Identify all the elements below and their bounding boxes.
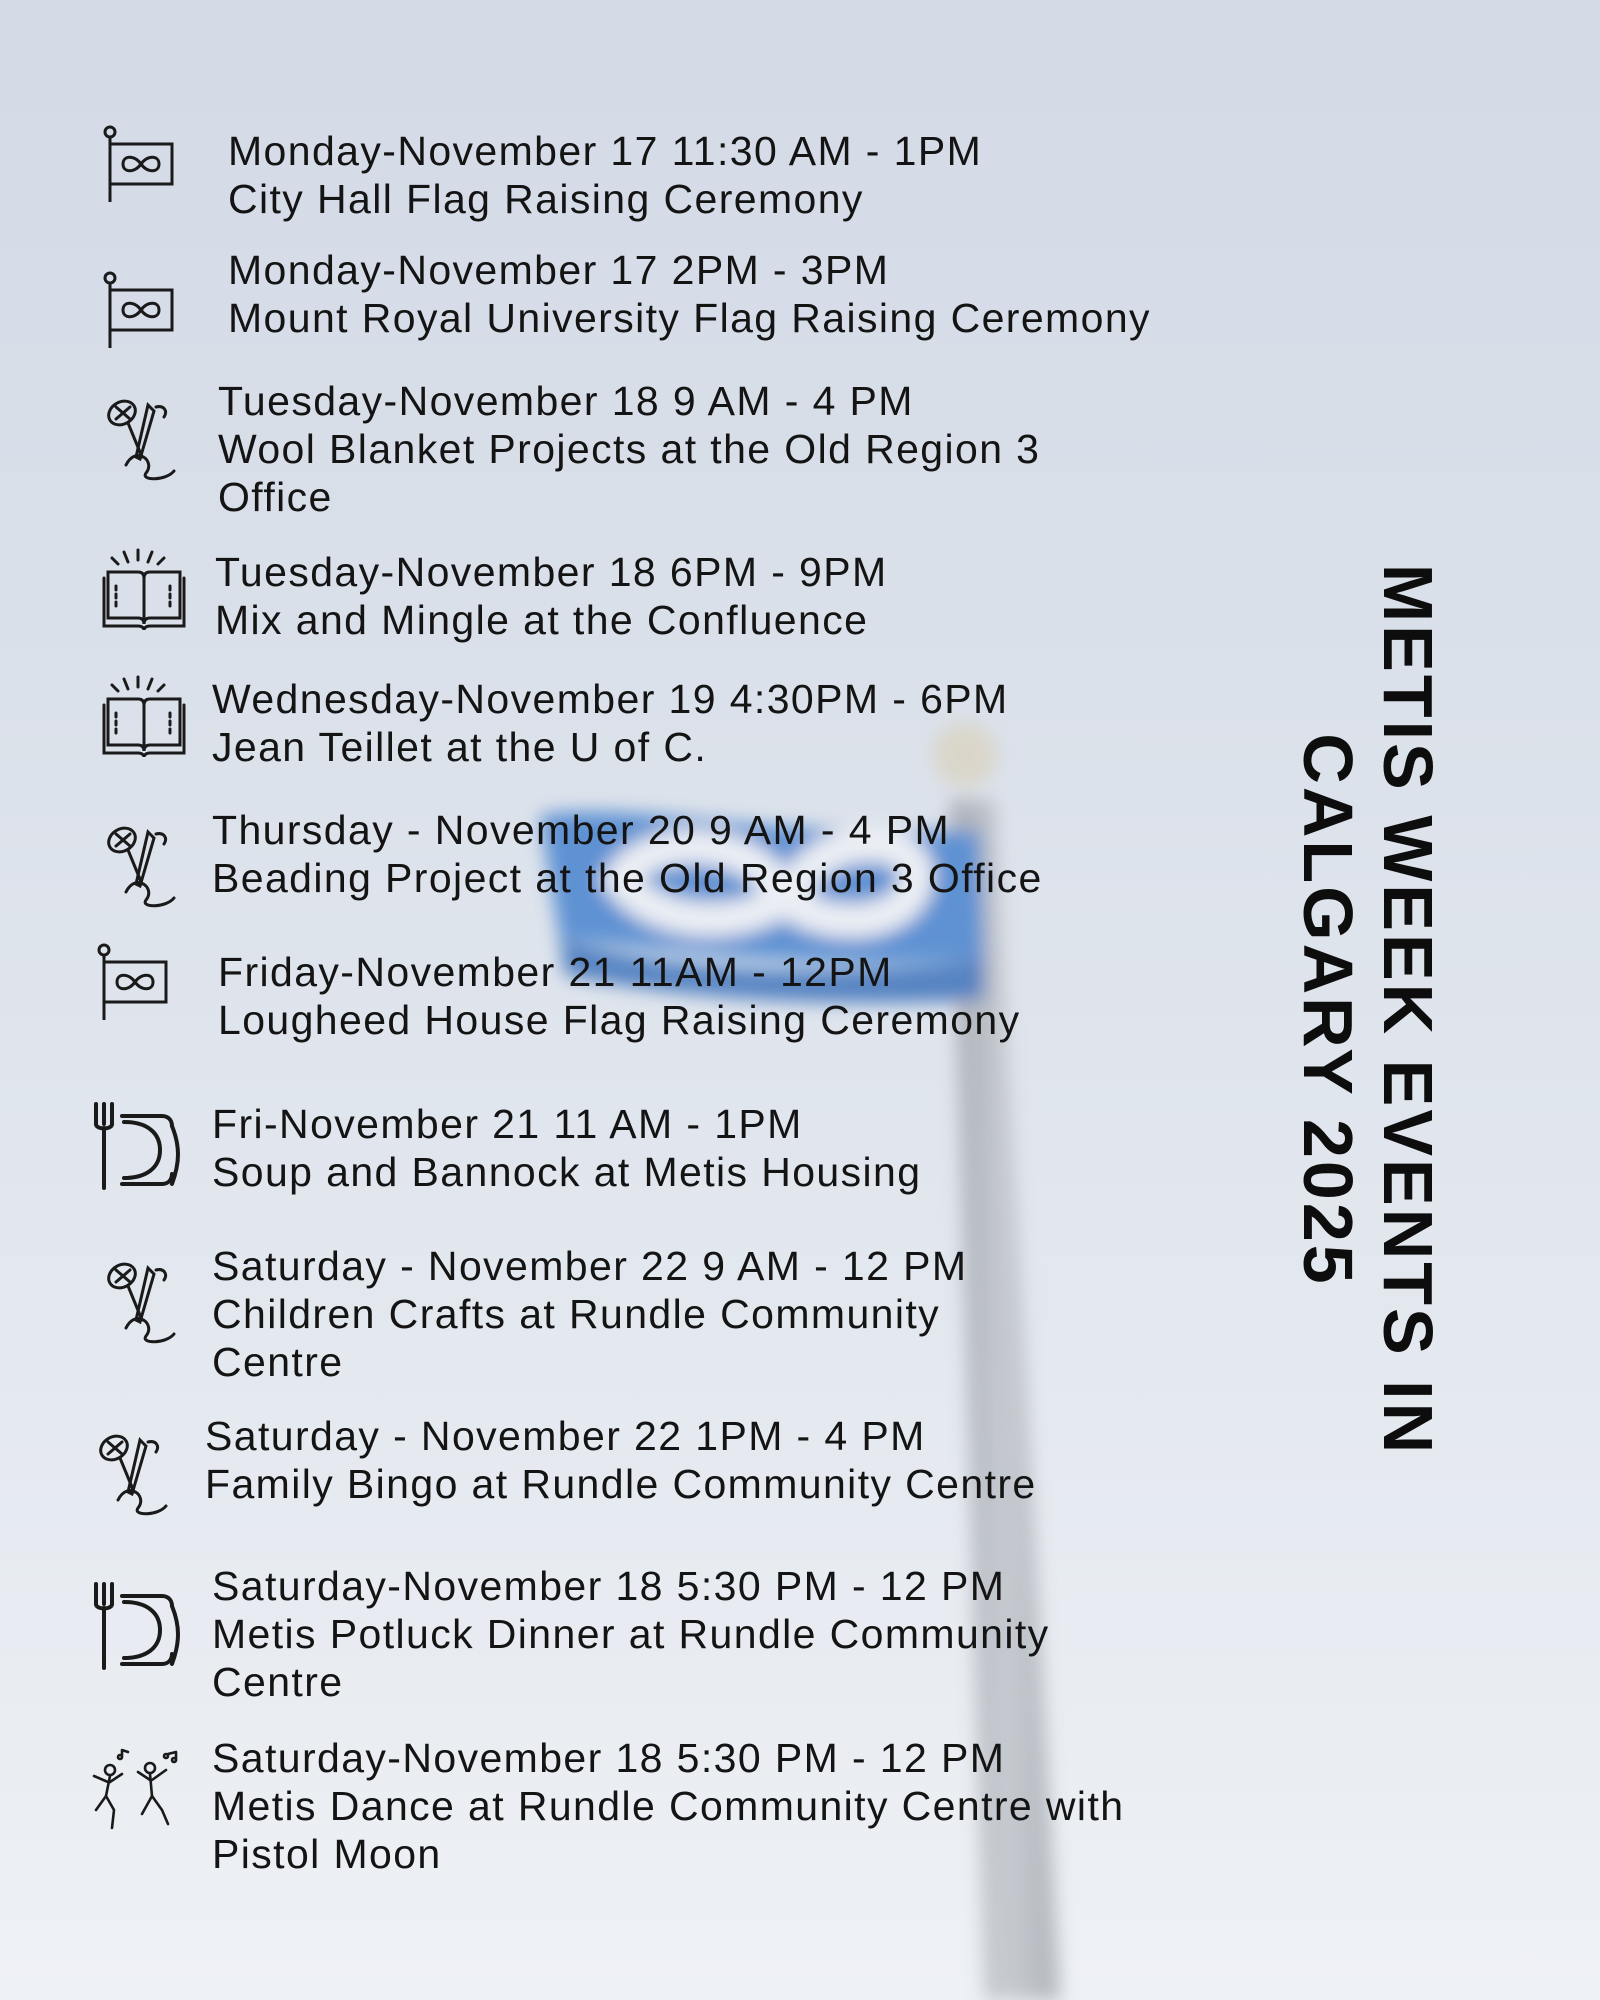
event-when: Tuesday-November 18 9 AM - 4 PM [218,378,914,424]
event-what: Wool Blanket Projects at the Old Region 3 [218,426,1041,472]
event-when: Saturday - November 22 1PM - 4 PM [205,1413,926,1459]
dining-icon [88,1582,184,1678]
event-when: Thursday - November 20 9 AM - 4 PM [212,807,951,853]
event-what: Metis Potluck Dinner at Rundle Community [212,1611,1050,1657]
event-when: Monday-November 17 11:30 AM - 1PM [228,128,983,174]
book-icon [98,675,194,771]
crafts-icon [96,395,192,491]
flag-icon [90,940,186,1036]
event-when: Friday-November 21 11AM - 12PM [218,949,893,995]
event-what: Beading Project at the Old Region 3 Office [212,855,1043,901]
event-what: Metis Dance at Rundle Community Centre with [212,1783,1125,1829]
event-what: City Hall Flag Raising Ceremony [228,176,864,222]
page-title [1268,560,1468,1460]
event-when: Tuesday-November 18 6PM - 9PM [215,549,888,595]
event-what: Office [218,474,333,520]
dance-icon [88,1748,184,1844]
dining-icon [88,1102,184,1198]
flag-icon [96,122,192,218]
event-what: Mount Royal University Flag Raising Ceremony [228,295,1151,341]
event-when: Saturday-November 18 5:30 PM - 12 PM [212,1563,1006,1609]
flag-icon [96,268,192,364]
crafts-icon [96,822,192,918]
event-when: Fri-November 21 11 AM - 1PM [212,1101,803,1147]
event-what: Soup and Bannock at Metis Housing [212,1149,922,1195]
event-what: Family Bingo at Rundle Community Centre [205,1461,1037,1507]
event-what: Pistol Moon [212,1831,442,1877]
event-what: Centre [212,1339,344,1385]
title-line-1: METIS WEEK EVENTS IN [1369,563,1447,1457]
event-when: Monday-November 17 2PM - 3PM [228,247,890,293]
event-when: Saturday-November 18 5:30 PM - 12 PM [212,1735,1006,1781]
event-what: Children Crafts at Rundle Community [212,1291,941,1337]
crafts-icon [88,1430,184,1526]
event-when: Saturday - November 22 9 AM - 12 PM [212,1243,968,1289]
title-line-2: CALGARY 2025 [1289,733,1367,1287]
event-what: Jean Teillet at the U of C. [212,724,708,770]
book-icon [98,548,194,644]
event-what: Centre [212,1659,344,1705]
event-when: Wednesday-November 19 4:30PM - 6PM [212,676,1009,722]
event-what: Mix and Mingle at the Confluence [215,597,869,643]
event-what: Lougheed House Flag Raising Ceremony [218,997,1021,1043]
crafts-icon [96,1258,192,1354]
